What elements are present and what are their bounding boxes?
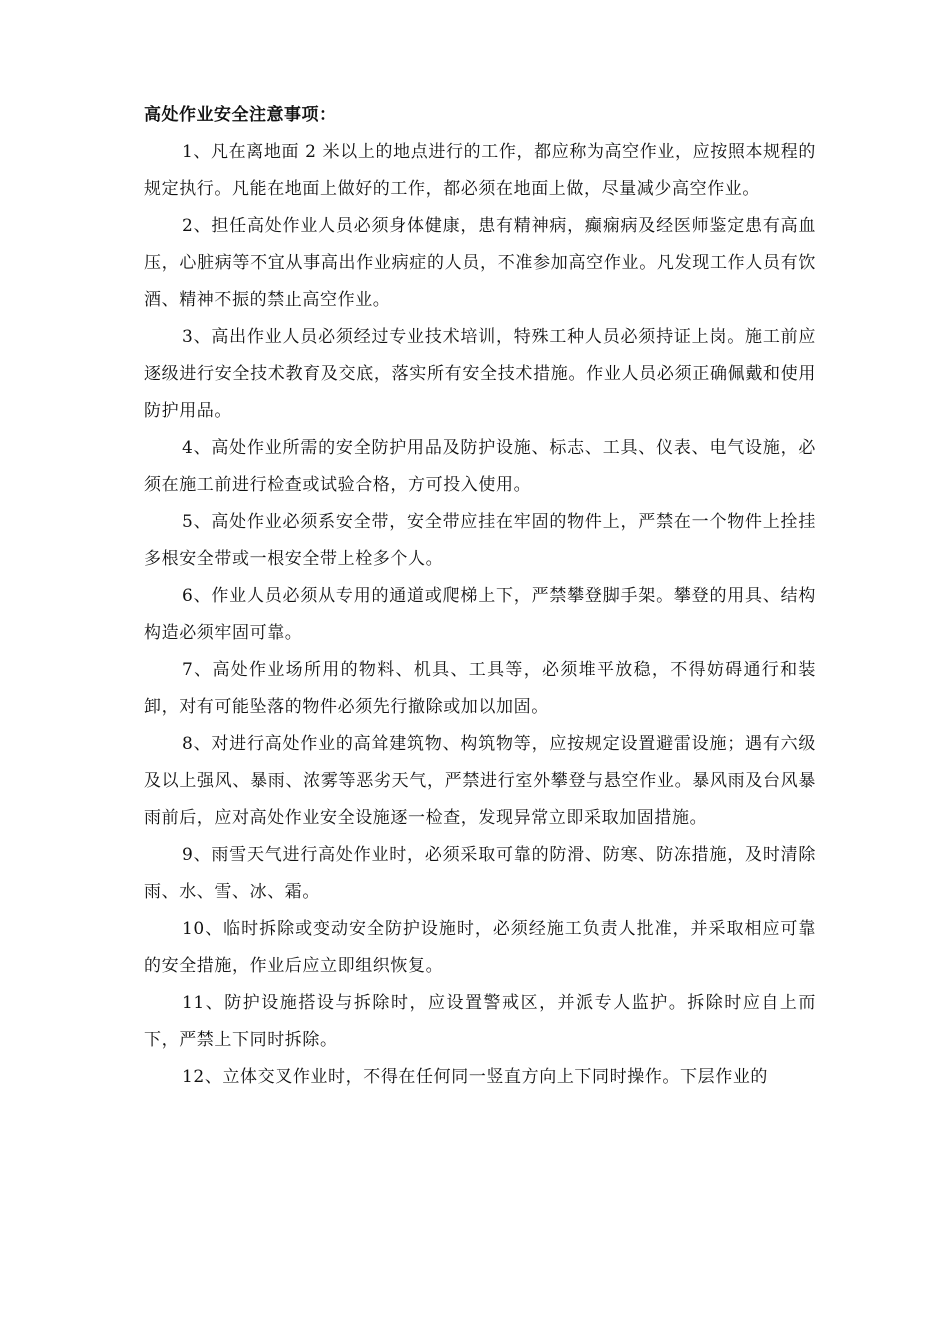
paragraph-1: 1、凡在离地面 2 米以上的地点进行的工作，都应称为高空作业，应按照本规程的规定执行。凡能在地面上做好的工作，都必须在地面上做，尽量减少高空作业。 — [144, 142, 816, 199]
paragraph-8: 8、对进行高处作业的高耸建筑物、构筑物等，应按规定设置避雷设施；遇有六级及以上强风、暴雨、浓雾等恶劣天气，严禁进行室外攀登与悬空作业。暴风雨及台风暴雨前后，应对高处作业安全设施逐一检查，发现异常立即采取加固措施。 — [144, 734, 816, 828]
paragraph-11: 11、防护设施搭设与拆除时，应设置警戒区，并派专人监护。拆除时应自上而下，严禁上下同时拆除。 — [144, 993, 816, 1050]
paragraph-4: 4、高处作业所需的安全防护用品及防护设施、标志、工具、仪表、电气设施，必须在施工前进行检查或试验合格，方可投入使用。 — [144, 438, 816, 495]
paragraph-10: 10、临时拆除或变动安全防护设施时，必须经施工负责人批准，并采取相应可靠的安全措施，作业后应立即组织恢复。 — [144, 919, 816, 976]
paragraph-12: 12、立体交叉作业时，不得在任何同一竖直方向上下同时操作。下层作业的 — [182, 1067, 769, 1087]
paragraph-6: 6、作业人员必须从专用的通道或爬梯上下，严禁攀登脚手架。攀登的用具、结构构造必须牢固可靠。 — [144, 586, 816, 643]
document-body — [144, 97, 816, 1096]
paragraph-7: 7、高处作业场所用的物料、机具、工具等，必须堆平放稳，不得妨碍通行和装卸，对有可能坠落的物件必须先行撤除或加以加固。 — [144, 660, 816, 717]
paragraph-9: 9、雨雪天气进行高处作业时，必须采取可靠的防滑、防寒、防冻措施，及时清除雨、水、雪、冰、霜。 — [144, 845, 816, 902]
document-title: 高处作业安全注意事项： — [144, 105, 337, 125]
paragraph-5: 5、高处作业必须系安全带，安全带应挂在牢固的物件上，严禁在一个物件上拴挂多根安全带或一根安全带上栓多个人。 — [144, 512, 816, 569]
paragraph-3: 3、高出作业人员必须经过专业技术培训，特殊工种人员必须持证上岗。施工前应逐级进行安全技术教育及交底，落实所有安全技术措施。作业人员必须正确佩戴和使用防护用品。 — [144, 327, 816, 421]
paragraph-2: 2、担任高处作业人员必须身体健康，患有精神病，癫痫病及经医师鉴定患有高血压，心脏病等不宜从事高出作业病症的人员，不准参加高空作业。凡发现工作人员有饮酒、精神不振的禁止高空作业。 — [144, 216, 816, 310]
